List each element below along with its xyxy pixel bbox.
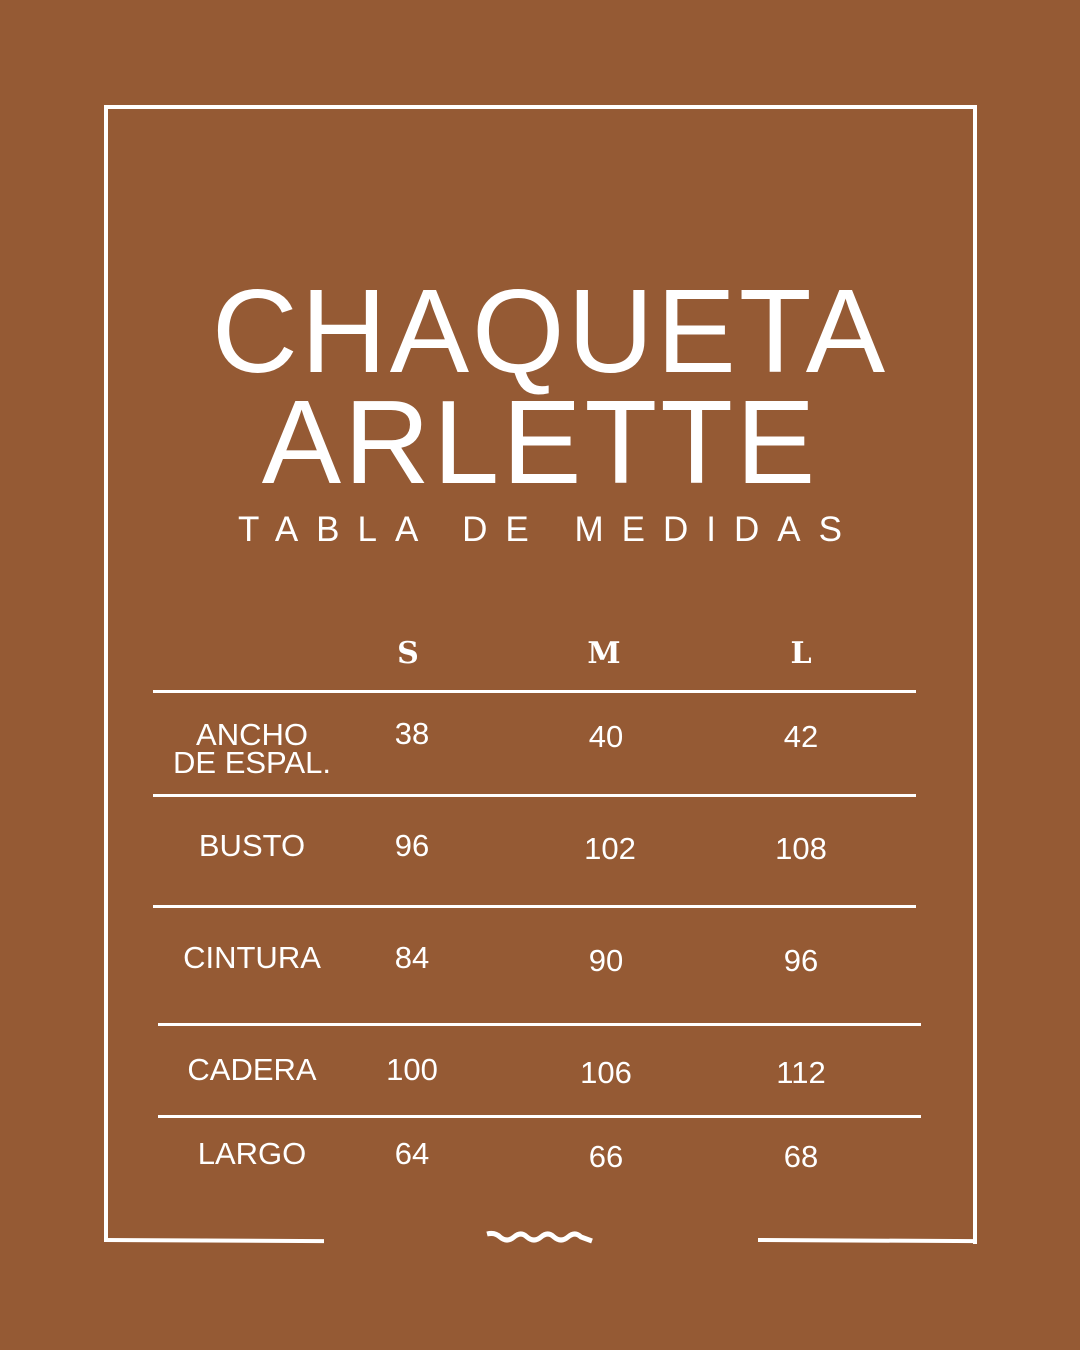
- row-label-ancho: [142, 717, 362, 780]
- cell-value: 102: [584, 831, 636, 866]
- column-header-l: L: [790, 636, 812, 671]
- wave-icon: [486, 1228, 594, 1248]
- column-header-m: M: [587, 636, 621, 671]
- cell-value: 112: [776, 1055, 826, 1090]
- column-header-s: S: [397, 636, 419, 671]
- row-divider: [153, 794, 916, 797]
- frame-bottom-left: [104, 1238, 324, 1243]
- row-label-largo: LARGO: [197, 1136, 307, 1171]
- cell-value: 108: [775, 831, 827, 866]
- cell-value: 66: [588, 1139, 624, 1174]
- row-label-cintura: CINTURA: [183, 940, 321, 975]
- cell-value: 84: [394, 940, 430, 975]
- row-divider: [158, 1023, 921, 1026]
- row-divider: [153, 905, 916, 908]
- cell-value: 68: [783, 1139, 819, 1174]
- cell-value: 96: [783, 943, 819, 978]
- cell-value: 106: [580, 1055, 632, 1090]
- title-line-2: ARLETTE: [261, 376, 819, 509]
- row-label-line: ANCHO: [196, 717, 308, 752]
- frame-bottom-right: [758, 1238, 977, 1243]
- frame-top: [104, 105, 977, 109]
- cell-value: 64: [394, 1136, 430, 1171]
- row-divider: [153, 690, 916, 693]
- cell-value: 42: [783, 719, 819, 754]
- cell-value: 40: [588, 719, 624, 754]
- cell-value: 100: [386, 1052, 438, 1087]
- cell-value: 90: [588, 943, 624, 978]
- row-label-cadera: CADERA: [187, 1052, 317, 1087]
- title-line-1: CHAQUETA: [211, 265, 889, 398]
- row-label-line: DE ESPAL.: [173, 745, 331, 780]
- subtitle: TABLA DE MEDIDAS: [238, 510, 860, 549]
- row-label-busto: BUSTO: [198, 828, 306, 863]
- row-divider: [158, 1115, 921, 1118]
- cell-value: 38: [394, 716, 430, 751]
- cell-value: 96: [394, 828, 430, 863]
